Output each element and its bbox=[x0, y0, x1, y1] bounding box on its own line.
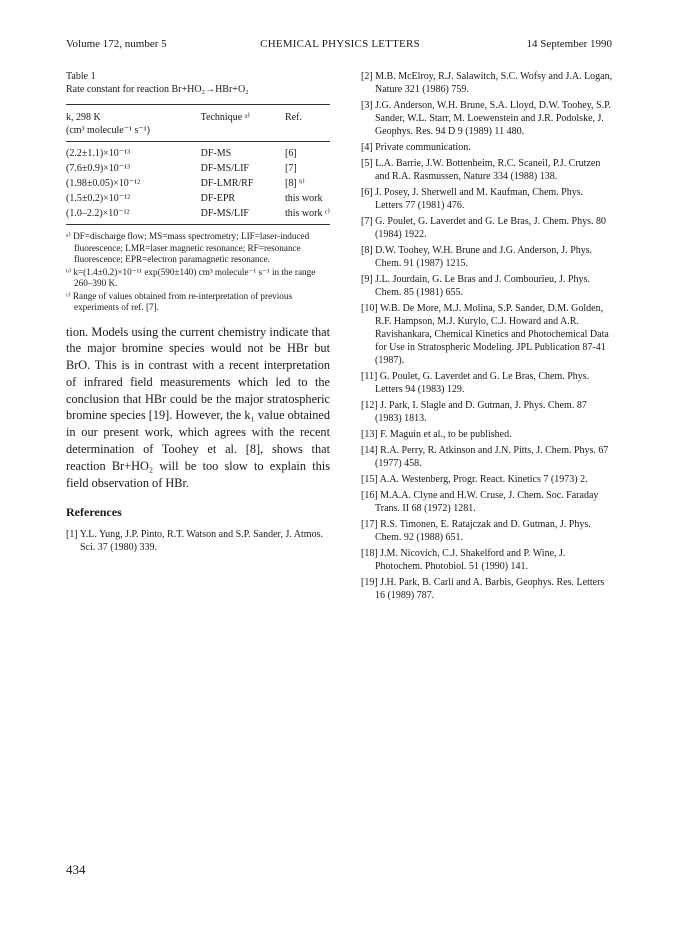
table-caption: Rate constant for reaction Br+HO₂→HBr+O₂ bbox=[66, 84, 249, 95]
reference-item: [16] M.A.A. Clyne and H.W. Cruse, J. Chem. Soc. Faraday Trans. II 68 (1972) 1281. bbox=[361, 490, 599, 514]
reference-item: [5] L.A. Barrie, J.W. Bottenheim, R.C. Scaneil, P.J. Crutzen and R.A. Rasmussen, Nature 334 (1988) 138. bbox=[361, 158, 601, 182]
col-header-k-line1: k, 298 K bbox=[66, 112, 101, 123]
rate-constant-table bbox=[66, 105, 330, 221]
cell-k: (7.6±0.9)×10⁻¹³ bbox=[66, 163, 131, 174]
running-header-date: 14 September 1990 bbox=[526, 38, 612, 50]
reference-item: [7] G. Poulet, G. Laverdet and G. Le Bras, J. Chem. Phys. 80 (1984) 1922. bbox=[361, 216, 606, 240]
footnote-b: ᵇ⁾ k=(1.4±0.2)×10⁻¹¹ exp(590±140) cm³ molecule⁻¹ s⁻¹ in the range 260–390 K. bbox=[66, 266, 316, 288]
table-footnotes bbox=[66, 231, 330, 314]
reference-item: [9] J.L. Jourdain, G. Le Bras and J. Combourieu, J. Phys. Chem. 85 (1981) 655. bbox=[361, 274, 590, 298]
table-row bbox=[66, 176, 330, 191]
cell-technique: DF-EPR bbox=[200, 193, 236, 204]
reference-item: [3] J.G. Anderson, W.H. Brune, S.A. Lloyd, D.W. Toohey, S.P. Sander, W.L. Starr, M. Loewenstein and J.R. Podolske, J. Geophys. Res. 94 D 9 (1989) 11 480. bbox=[361, 100, 612, 137]
cell-k: (1.98±0.05)×10⁻¹² bbox=[66, 178, 141, 189]
reference-item: [4] Private communication. bbox=[361, 142, 471, 153]
footnote-a: ᵃ⁾ DF=discharge flow; MS=mass spectrometry; LIF=laser-induced fluorescence; LMR=laser magnetic resonance; RF=resonance fluorescence; EPR=electron paramagnetic resonance. bbox=[66, 231, 310, 264]
cell-ref: [6] bbox=[284, 148, 297, 159]
reference-item: [6] J. Posey, J. Sherwell and M. Kaufman, Chem. Phys. Letters 77 (1981) 476. bbox=[361, 187, 584, 211]
table-header-row bbox=[66, 105, 330, 138]
references-heading: References bbox=[66, 505, 122, 520]
cell-k: (1.5±0.2)×10⁻¹² bbox=[66, 193, 131, 204]
reference-item: [1] Y.L. Yung, J.P. Pinto, R.T. Watson and S.P. Sander, J. Atmos. Sci. 37 (1980) 339. bbox=[66, 529, 323, 554]
table-row bbox=[66, 161, 330, 176]
reference-item: [15] A.A. Westenberg, Progr. React. Kinetics 7 (1973) 2. bbox=[361, 474, 588, 485]
running-header-journal: CHEMICAL PHYSICS LETTERS bbox=[260, 38, 420, 50]
right-column bbox=[361, 70, 613, 605]
cell-technique: DF-LMR/RF bbox=[200, 178, 254, 189]
page-number: 434 bbox=[66, 862, 86, 877]
reference-item: [13] F. Maguin et al., to be published. bbox=[361, 429, 512, 440]
col-header-ref: Ref. bbox=[284, 112, 302, 123]
table-row bbox=[66, 206, 330, 221]
left-column bbox=[66, 70, 330, 557]
cell-ref: [7] bbox=[284, 163, 297, 174]
cell-ref: this work bbox=[284, 193, 323, 204]
cell-k: (1.0–2.2)×10⁻¹² bbox=[66, 208, 130, 219]
reference-item: [12] J. Park, I. Slagle and D. Gutman, J. Phys. Chem. 87 (1983) 1813. bbox=[361, 400, 587, 424]
reference-item: [8] D.W. Toohey, W.H. Brune and J.G. Anderson, J. Phys. Chem. 91 (1987) 1215. bbox=[361, 245, 593, 269]
table-label: Table 1 bbox=[66, 71, 96, 82]
col-header-k bbox=[66, 105, 197, 138]
reference-item: [14] R.A. Perry, R. Atkinson and J.N. Pitts, J. Chem. Phys. 67 (1977) 458. bbox=[361, 445, 609, 469]
cell-technique: DF-MS/LIF bbox=[200, 208, 249, 219]
reference-item: [10] W.B. De More, M.J. Molina, S.P. Sander, D.M. Golden, R.F. Hampson, M.J. Kurylo, C.J. Howard and A.R. Ravishankara, Chemical Kinetics and Photochemical Data for Use in Stratospheric Modeling. JPL Publication 87-41 (1987). bbox=[361, 303, 609, 366]
cell-technique: DF-MS bbox=[200, 148, 232, 159]
footnote-c: ᶜ⁾ Range of values obtained from re-interpretation of previous experiments of ref. [7]. bbox=[66, 290, 293, 312]
table-row bbox=[66, 191, 330, 206]
reference-item: [2] M.B. McElroy, R.J. Salawitch, S.C. Wofsy and J.A. Logan, Nature 321 (1986) 759. bbox=[361, 71, 613, 95]
reference-item: [18] J.M. Nicovich, C.J. Shakelford and P. Wine, J. Photochem. Photobiol. 51 (1990) 141. bbox=[361, 548, 566, 572]
col-header-k-line2: (cm³ molecule⁻¹ s⁻¹) bbox=[66, 125, 150, 136]
references-list-right bbox=[361, 70, 613, 602]
table-bottom-rule bbox=[66, 224, 330, 225]
running-header-volume: Volume 172, number 5 bbox=[66, 38, 167, 50]
reference-item: [19] J.H. Park, B. Carli and A. Barbis, Geophys. Res. Letters 16 (1989) 787. bbox=[361, 577, 605, 601]
reference-item: [11] G. Poulet, G. Laverdet and G. Le Bras, Chem. Phys. Letters 94 (1983) 129. bbox=[361, 371, 590, 395]
cell-k: (2.2±1.1)×10⁻¹³ bbox=[66, 148, 131, 159]
cell-ref: [8] ᵇ⁾ bbox=[284, 178, 305, 189]
references-list-left bbox=[66, 528, 330, 554]
col-header-technique: Technique ᵃ⁾ bbox=[200, 112, 250, 123]
table-header-rule bbox=[66, 141, 330, 142]
cell-ref: this work ᶜ⁾ bbox=[284, 208, 330, 219]
reference-item: [17] R.S. Timonen, E. Ratajczak and D. Gutman, J. Phys. Chem. 92 (1988) 651. bbox=[361, 519, 591, 543]
table-row bbox=[66, 146, 330, 161]
body-paragraph: tion. Models using the current chemistry indicate that the major bromine species would not be HBr but BrO. This is in contrast with a recent interpretation of infrared field measurements which led to the conclusion that HBr could be the major stratospheric bromine species [19]. However, the k₁ value obtained in our present work, which agrees with the recent determination of Toohey et al. [8], shows that reaction Br+HO₂ will be too slow to explain this field observation of HBr. bbox=[66, 324, 330, 490]
cell-technique: DF-MS/LIF bbox=[200, 163, 249, 174]
